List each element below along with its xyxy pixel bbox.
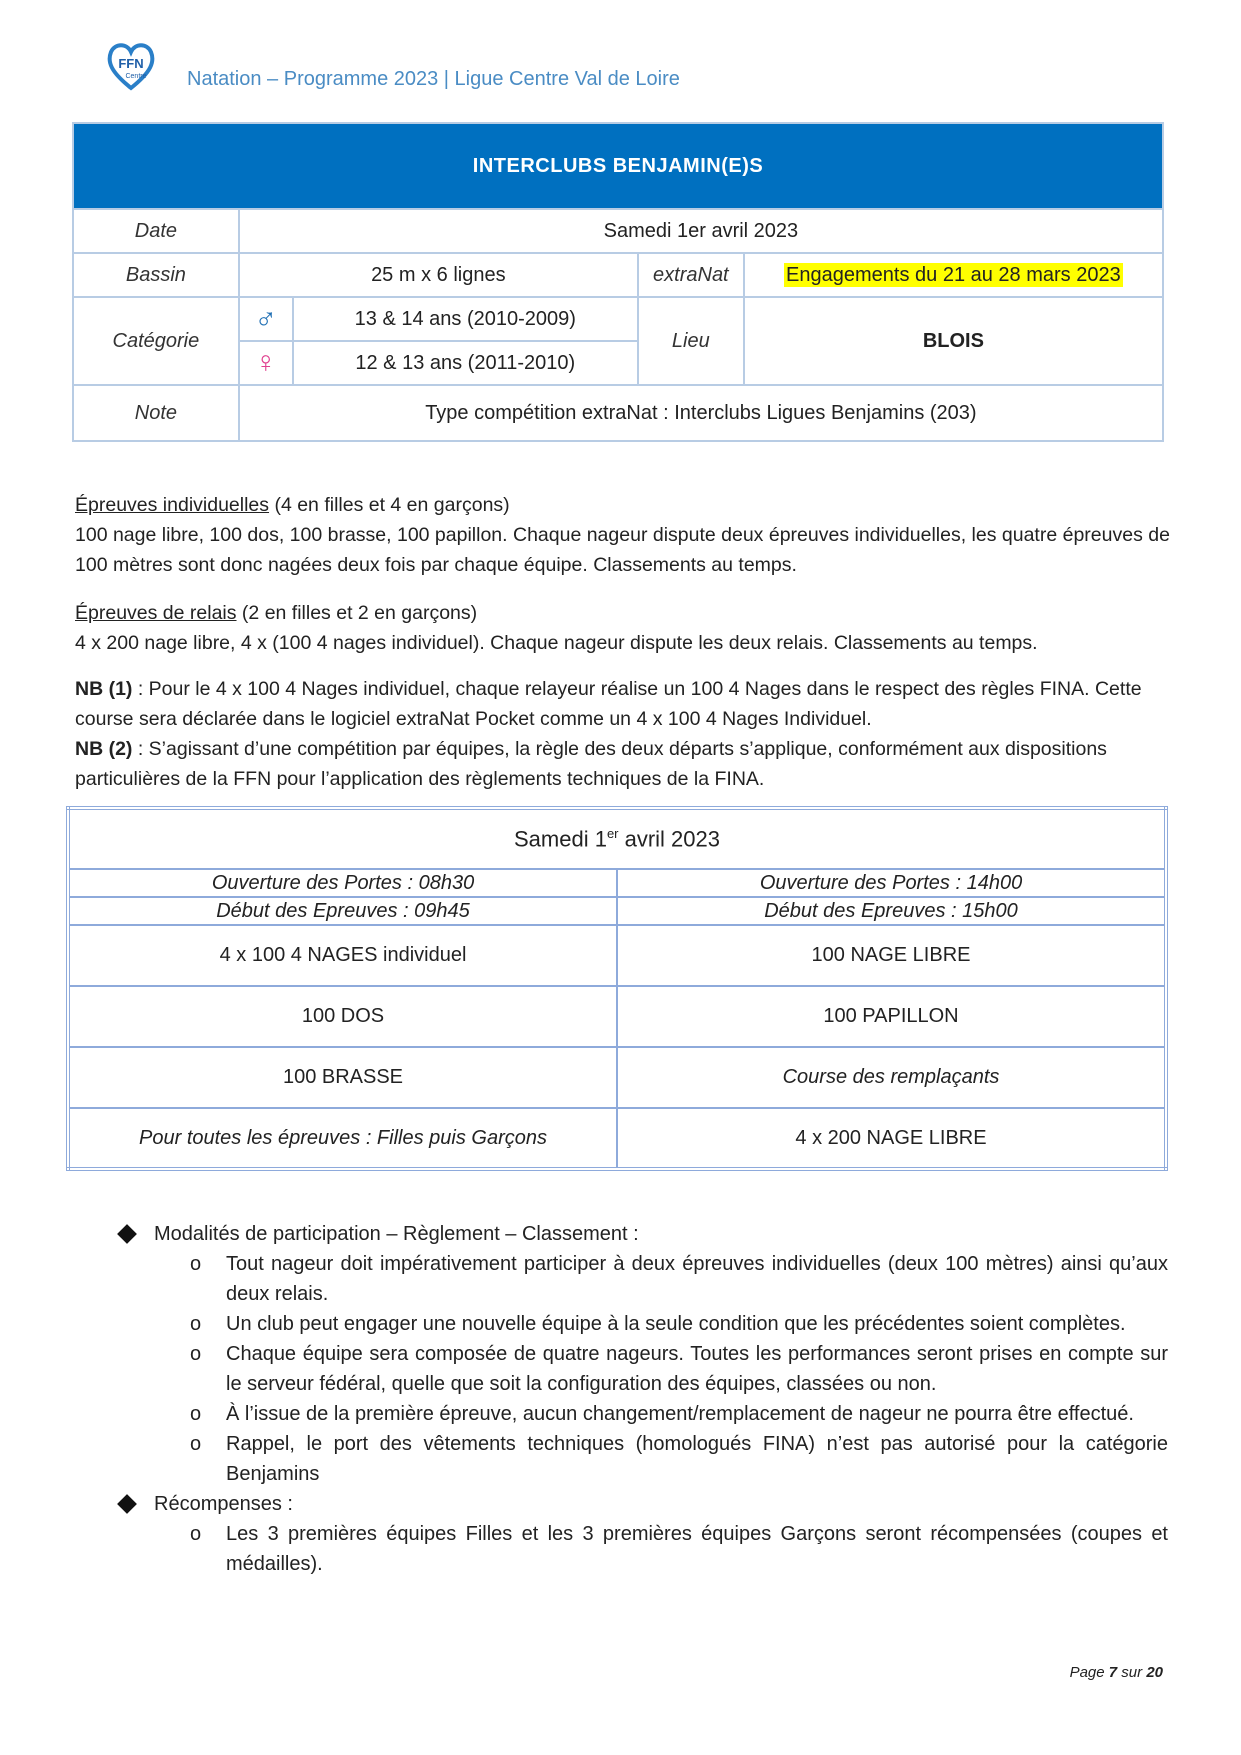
- note-value: [239, 385, 1163, 441]
- female-icon: ♀: [254, 346, 277, 379]
- note-2-label: NB (2): [75, 738, 133, 760]
- note-1: [75, 674, 1170, 734]
- schedule-table: [66, 806, 1168, 1171]
- total-pages: 20: [1146, 1664, 1163, 1681]
- list-item: [190, 1249, 1168, 1309]
- list-item: [190, 1399, 1168, 1429]
- schedule-title-pre: Samedi 1: [513, 826, 607, 852]
- circle-bullet-icon: o: [190, 1403, 202, 1425]
- female-age-range: 12 & 13 ans (2011-2010): [293, 341, 638, 385]
- list-item: [190, 1429, 1168, 1489]
- male-icon: ♂: [254, 302, 277, 335]
- modalites-item-4: À l’issue de la première épreuve, aucun changement/remplacement de nageur ne pourra être effectué.: [226, 1403, 1134, 1425]
- individual-events-body: 100 nage libre, 100 dos, 100 brasse, 100 papillon. Chaque nageur dispute deux épreuves individuelles, les quatre épreuves de 100 mètres sont donc nagées deux fois par chaque équipe. Classements au temps.: [75, 524, 1170, 576]
- schedule-title-sup: er: [606, 825, 619, 841]
- relay-events-count: (2 en filles et 2 en garçons): [236, 602, 478, 624]
- competition-banner: INTERCLUBS BENJAMIN(E)S: [73, 123, 1163, 209]
- ffn-logo: [105, 40, 157, 92]
- morning-doors: Ouverture des Portes : 08h30: [68, 869, 617, 897]
- morning-start: Début des Epreuves : 09h45: [68, 897, 617, 925]
- categorie-label: Catégorie: [73, 297, 239, 385]
- circle-bullet-icon: o: [190, 1523, 202, 1545]
- individual-events-section: [75, 490, 1170, 580]
- relay-events-body: 4 x 200 nage libre, 4 x (100 4 nages individuel). Chaque nageur dispute les deux relais. Classements au temps.: [75, 632, 1038, 654]
- modalites-item-3: Chaque équipe sera composée de quatre nageurs. Toutes les performances seront prises en compte sur le serveur fédéral, quelle que soit la configuration des équipes, classées ou non.: [226, 1343, 1168, 1395]
- diamond-bullet-icon: [117, 1224, 137, 1244]
- lieu-value: BLOIS: [744, 297, 1163, 385]
- list-item: [190, 1339, 1168, 1399]
- list-item: [190, 1519, 1168, 1579]
- note-1-body: : Pour le 4 x 100 4 Nages individuel, chaque relayeur réalise un 100 4 Nages dans le respect des règles FINA. Cette course sera déclarée dans le logiciel extraNat Pocket comme un 4 x 100 4 Nages Individuel.: [75, 678, 1142, 730]
- relay-events-title: Épreuves de relais: [75, 602, 237, 624]
- morning-event-3: 100 BRASSE: [68, 1047, 617, 1108]
- recompenses-item-1: Les 3 premières équipes Filles et les 3 premières équipes Garçons seront récompensées (coupes et médailles).: [226, 1523, 1168, 1575]
- current-page: 7: [1108, 1664, 1118, 1681]
- modalites-title: Modalités de participation – Règlement – Classement :: [154, 1223, 639, 1245]
- note-label: Note: [73, 385, 239, 441]
- page-number: [1070, 1664, 1163, 1681]
- afternoon-start: Début des Epreuves : 15h00: [617, 897, 1166, 925]
- competition-info-table: [72, 122, 1164, 442]
- note-competition-type: Interclubs Ligues Benjamins (203): [674, 401, 977, 424]
- note-2-body: : S’agissant d’une compétition par équipes, la règle des deux départs s’applique, conformément aux dispositions particulières de la FFN pour l’application des règlements techniques de la FINA.: [75, 738, 1107, 790]
- diamond-bullet-icon: [117, 1494, 137, 1514]
- date-label: Date: [73, 209, 239, 253]
- logo-text: FFN: [118, 56, 144, 71]
- recompenses-heading: [118, 1489, 1168, 1519]
- morning-event-2: 100 DOS: [68, 986, 617, 1047]
- engagements-highlight: Engagements du 21 au 28 mars 2023: [786, 263, 1121, 286]
- relay-events-section: [75, 598, 1170, 658]
- page-header: [105, 40, 1105, 100]
- note-1-label: NB (1): [75, 678, 133, 700]
- notes-section: [75, 674, 1170, 794]
- circle-bullet-icon: o: [190, 1313, 202, 1335]
- female-cell: [239, 341, 293, 385]
- circle-bullet-icon: o: [190, 1253, 202, 1275]
- extranat-value: [744, 253, 1163, 297]
- modalites-item-1: Tout nageur doit impérativement participer à deux épreuves individuelles (deux 100 mètres) ainsi qu’aux deux relais.: [226, 1253, 1168, 1305]
- logo-subtext: Centre: [125, 73, 147, 80]
- schedule-title-post: avril 2023: [618, 826, 721, 852]
- morning-event-4: Pour toutes les épreuves : Filles puis Garçons: [68, 1108, 617, 1169]
- note-prefix: Type compétition extraNat :: [425, 401, 675, 424]
- afternoon-event-2: 100 PAPILLON: [617, 986, 1166, 1047]
- modalites-item-2: Un club peut engager une nouvelle équipe à la seule condition que les précédentes soient complètes.: [226, 1313, 1126, 1335]
- lieu-label: Lieu: [638, 297, 744, 385]
- modalites-section: [118, 1219, 1168, 1579]
- circle-bullet-icon: o: [190, 1433, 202, 1455]
- male-cell: [239, 297, 293, 341]
- individual-events-title: Épreuves individuelles: [75, 494, 270, 516]
- bassin-value: 25 m x 6 lignes: [239, 253, 638, 297]
- modalites-heading: [118, 1219, 1168, 1249]
- page-word: Page: [1069, 1664, 1109, 1681]
- recompenses-title: Récompenses :: [154, 1493, 293, 1515]
- individual-events-count: (4 en filles et 4 en garçons): [269, 494, 510, 516]
- list-item: [190, 1309, 1168, 1339]
- afternoon-doors: Ouverture des Portes : 14h00: [617, 869, 1166, 897]
- afternoon-event-1: 100 NAGE LIBRE: [617, 925, 1166, 986]
- header-title: Natation – Programme 2023 | Ligue Centre Val de Loire: [187, 68, 680, 90]
- afternoon-event-3: Course des remplaçants: [617, 1047, 1166, 1108]
- schedule-title: [68, 808, 1166, 869]
- bassin-label: Bassin: [73, 253, 239, 297]
- modalites-item-5: Rappel, le port des vêtements techniques (homologués FINA) n’est pas autorisé pour la catégorie Benjamins: [226, 1433, 1168, 1485]
- note-2: [75, 734, 1170, 794]
- extranat-label: extraNat: [638, 253, 744, 297]
- circle-bullet-icon: o: [190, 1343, 202, 1365]
- afternoon-event-4: 4 x 200 NAGE LIBRE: [617, 1108, 1166, 1169]
- morning-event-1: 4 x 100 4 NAGES individuel: [68, 925, 617, 986]
- date-value: Samedi 1er avril 2023: [239, 209, 1163, 253]
- male-age-range: 13 & 14 ans (2010-2009): [293, 297, 638, 341]
- page-sur: sur: [1117, 1664, 1147, 1681]
